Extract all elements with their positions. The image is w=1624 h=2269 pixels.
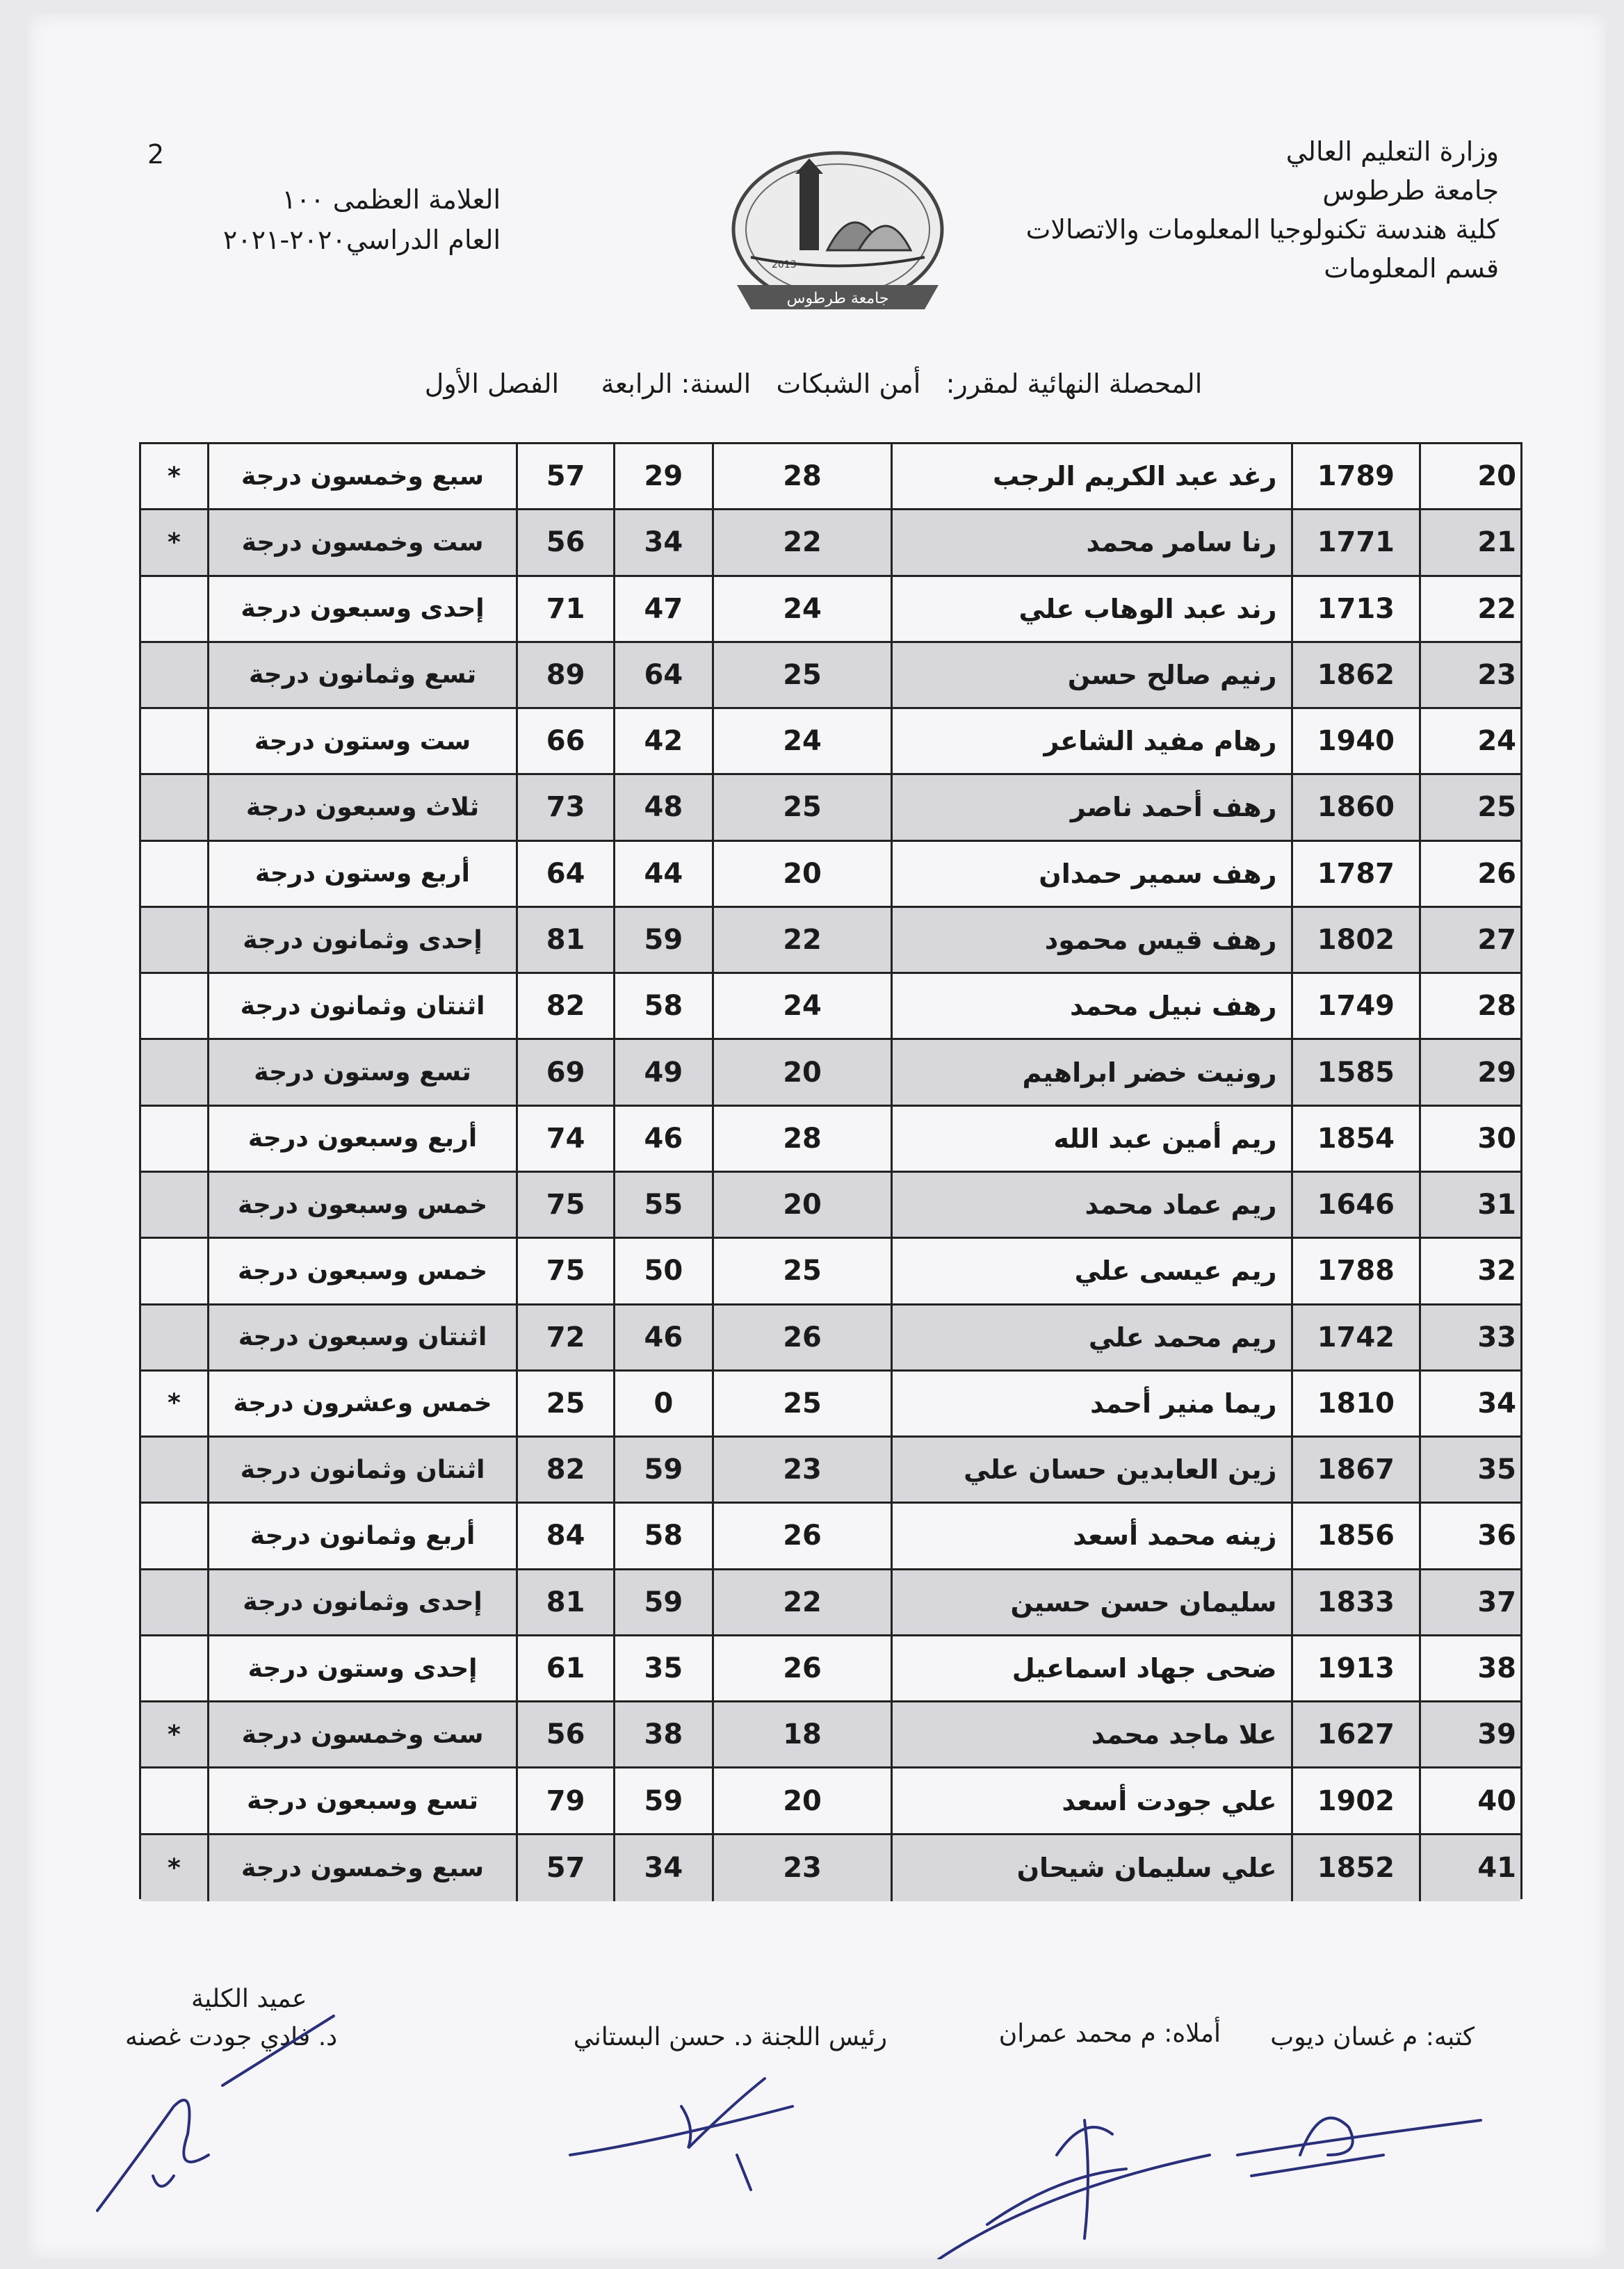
total-in-words: تسع وسبعون درجة: [207, 1768, 516, 1832]
student-name: ريم محمد علي: [891, 1306, 1290, 1369]
student-name: رونيت خضر ابراهيم: [891, 1040, 1290, 1104]
row-number: 34: [1419, 1372, 1520, 1436]
total-in-words: إحدى وسبعون درجة: [207, 577, 516, 641]
theory-mark: 59: [613, 1570, 712, 1634]
total-in-words: ست وستون درجة: [207, 709, 516, 773]
practical-mark: 26: [712, 1504, 891, 1568]
table-row: [141, 842, 1520, 908]
table-row: [141, 1438, 1520, 1504]
table-row: [141, 643, 1520, 709]
fail-marker: [141, 1504, 207, 1568]
fail-marker: [141, 1040, 207, 1104]
theory-mark: 35: [613, 1636, 712, 1700]
total-mark: 66: [516, 709, 613, 773]
header-meta: [139, 179, 501, 260]
practical-mark: 23: [712, 1438, 891, 1502]
table-row: [141, 577, 1520, 643]
table-row: [141, 1107, 1520, 1173]
table-row: [141, 974, 1520, 1040]
total-mark: 69: [516, 1040, 613, 1104]
fail-marker: [141, 709, 207, 773]
student-name: علا ماجد محمد: [891, 1702, 1290, 1766]
student-id: 1627: [1291, 1702, 1420, 1766]
document-title: [417, 368, 1210, 399]
total-mark: 75: [516, 1173, 613, 1237]
total-in-words: تسع وستون درجة: [207, 1040, 516, 1104]
student-name: زينه محمد أسعد: [891, 1504, 1290, 1568]
row-number: 29: [1419, 1040, 1520, 1104]
fail-marker: *: [168, 528, 181, 557]
student-id: 1771: [1291, 510, 1420, 574]
row-number: 30: [1419, 1107, 1520, 1171]
total-in-words: ست وخمسون درجة: [207, 1702, 516, 1766]
total-in-words: خمس وعشرون درجة: [207, 1372, 516, 1436]
theory-mark: 58: [613, 974, 712, 1038]
dictated-by: أملاه: م محمد عمران: [998, 2019, 1221, 2048]
row-number: 25: [1419, 775, 1520, 839]
fail-marker: [141, 775, 207, 839]
student-name: رغد عبد الكريم الرجب: [891, 444, 1290, 508]
fail-marker: [141, 643, 207, 707]
fail-marker: [141, 1173, 207, 1237]
student-id: 1867: [1291, 1438, 1420, 1502]
student-id: 1833: [1291, 1570, 1420, 1634]
fail-marker: [141, 1636, 207, 1700]
table-row: [141, 1040, 1520, 1106]
student-id: 1860: [1291, 775, 1420, 839]
total-in-words: إحدى وثمانون درجة: [207, 1570, 516, 1634]
row-number: 40: [1419, 1768, 1520, 1832]
row-number: 20: [1419, 444, 1520, 508]
student-id: 1810: [1291, 1372, 1420, 1436]
theory-mark: 38: [613, 1702, 712, 1766]
title-year: السنة: الرابعة: [601, 368, 752, 399]
student-id: 1802: [1291, 908, 1420, 972]
student-name: سليمان حسن حسين: [891, 1570, 1290, 1634]
row-number: 39: [1419, 1702, 1520, 1766]
student-name: رهف سمير حمدان: [891, 842, 1290, 906]
academic-year: العام الدراسي٢٠٢٠-٢٠٢١: [222, 225, 501, 255]
row-number: 37: [1419, 1570, 1520, 1634]
total-in-words: اثنتان وثمانون درجة: [207, 1438, 516, 1502]
total-mark: 74: [516, 1107, 613, 1171]
dean-name: د. فادي جودت غصنه: [125, 2023, 338, 2051]
student-name: رند عبد الوهاب علي: [891, 577, 1290, 641]
title-course: أمن الشبكات: [776, 368, 921, 399]
row-number: 27: [1419, 908, 1520, 972]
table-row: [141, 1835, 1520, 1901]
student-name: رهف أحمد ناصر: [891, 775, 1290, 839]
student-id: 1585: [1291, 1040, 1420, 1104]
theory-mark: 64: [613, 643, 712, 707]
total-mark: 61: [516, 1636, 613, 1700]
theory-mark: 55: [613, 1173, 712, 1237]
total-mark: 81: [516, 908, 613, 972]
total-mark: 57: [516, 1835, 613, 1901]
student-name: رهف نبيل محمد: [891, 974, 1290, 1038]
total-mark: 57: [516, 444, 613, 508]
student-name: رهام مفيد الشاعر: [891, 709, 1290, 773]
header-institution: [873, 132, 1499, 288]
total-mark: 64: [516, 842, 613, 906]
fail-marker: [141, 577, 207, 641]
practical-mark: 18: [712, 1702, 891, 1766]
theory-mark: 59: [613, 1768, 712, 1832]
total-in-words: سبع وخمسون درجة: [207, 1835, 516, 1901]
total-in-words: ست وخمسون درجة: [207, 510, 516, 574]
total-mark: 84: [516, 1504, 613, 1568]
total-mark: 89: [516, 643, 613, 707]
practical-mark: 25: [712, 1372, 891, 1436]
table-row: [141, 1636, 1520, 1702]
theory-mark: 59: [613, 908, 712, 972]
fail-marker: *: [168, 1720, 181, 1749]
table-row: [141, 444, 1520, 510]
student-name: ريم عماد محمد: [891, 1173, 1290, 1237]
theory-mark: 48: [613, 775, 712, 839]
logo-year: 2013: [772, 259, 797, 270]
row-number: 32: [1419, 1239, 1520, 1303]
student-id: 1646: [1291, 1173, 1420, 1237]
total-mark: 73: [516, 775, 613, 839]
student-name: رهف قيس محمود: [891, 908, 1290, 972]
total-in-words: أربع وستون درجة: [207, 842, 516, 906]
department-line: قسم المعلومات: [1324, 253, 1499, 284]
university-line: جامعة طرطوس: [1322, 175, 1499, 206]
total-in-words: سبع وخمسون درجة: [207, 444, 516, 508]
student-id: 1856: [1291, 1504, 1420, 1568]
table-row: [141, 1372, 1520, 1438]
student-id: 1854: [1291, 1107, 1420, 1171]
student-name: ريم أمين عبد الله: [891, 1107, 1290, 1171]
total-mark: 82: [516, 1438, 613, 1502]
fail-marker: [141, 1306, 207, 1369]
signature-area: [0, 1946, 1624, 2259]
dean-title: عميد الكلية: [191, 1985, 307, 2013]
practical-mark: 20: [712, 1768, 891, 1832]
table-row: [141, 1702, 1520, 1768]
student-name: ريما منير أحمد: [891, 1372, 1290, 1436]
table-row: [141, 510, 1520, 576]
total-mark: 75: [516, 1239, 613, 1303]
student-id: 1940: [1291, 709, 1420, 773]
student-id: 1902: [1291, 1768, 1420, 1832]
practical-mark: 22: [712, 510, 891, 574]
row-number: 26: [1419, 842, 1520, 906]
practical-mark: 23: [712, 1835, 891, 1901]
total-mark: 56: [516, 510, 613, 574]
total-in-words: أربع وثمانون درجة: [207, 1504, 516, 1568]
theory-mark: 29: [613, 444, 712, 508]
practical-mark: 26: [712, 1306, 891, 1369]
theory-mark: 34: [613, 1835, 712, 1901]
table-row: [141, 1306, 1520, 1372]
student-name: ضحى جهاد اسماعيل: [891, 1636, 1290, 1700]
student-name: زين العابدين حسان علي: [891, 1438, 1290, 1502]
student-id: 1913: [1291, 1636, 1420, 1700]
total-in-words: أربع وسبعون درجة: [207, 1107, 516, 1171]
student-name: علي سليمان شيحان: [891, 1835, 1290, 1901]
theory-mark: 58: [613, 1504, 712, 1568]
row-number: 38: [1419, 1636, 1520, 1700]
student-name: رنا سامر محمد: [891, 510, 1290, 574]
student-id: 1713: [1291, 577, 1420, 641]
fail-marker: *: [168, 1853, 181, 1882]
student-name: رنيم صالح حسن: [891, 643, 1290, 707]
fail-marker: [141, 1768, 207, 1832]
theory-mark: 34: [613, 510, 712, 574]
student-name: علي جودت أسعد: [891, 1768, 1290, 1832]
theory-mark: 46: [613, 1306, 712, 1369]
committee-head: رئيس اللجنة د. حسن البستاني: [573, 2023, 887, 2051]
fail-marker: [141, 1570, 207, 1634]
logo-caption: جامعة طرطوس: [786, 290, 889, 307]
student-id: 1742: [1291, 1306, 1420, 1369]
theory-mark: 46: [613, 1107, 712, 1171]
total-in-words: إحدى وستون درجة: [207, 1636, 516, 1700]
title-prefix: المحصلة النهائية لمقرر:: [945, 368, 1203, 399]
practical-mark: 22: [712, 908, 891, 972]
title-semester: الفصل الأول: [424, 368, 560, 399]
theory-mark: 59: [613, 1438, 712, 1502]
total-mark: 79: [516, 1768, 613, 1832]
row-number: 36: [1419, 1504, 1520, 1568]
table-row: [141, 1768, 1520, 1835]
total-in-words: تسع وثمانون درجة: [207, 643, 516, 707]
faculty-line: كلية هندسة تكنولوجيا المعلومات والاتصالات: [1025, 214, 1499, 245]
row-number: 23: [1419, 643, 1520, 707]
total-mark: 72: [516, 1306, 613, 1369]
total-mark: 82: [516, 974, 613, 1038]
page-number: 2: [147, 139, 165, 170]
row-number: 31: [1419, 1173, 1520, 1237]
total-mark: 81: [516, 1570, 613, 1634]
total-mark: 25: [516, 1372, 613, 1436]
total-in-words: اثنتان وسبعون درجة: [207, 1306, 516, 1369]
total-mark: 56: [516, 1702, 613, 1766]
theory-mark: 49: [613, 1040, 712, 1104]
practical-mark: 25: [712, 643, 891, 707]
practical-mark: 20: [712, 842, 891, 906]
practical-mark: 24: [712, 577, 891, 641]
table-row: [141, 1570, 1520, 1636]
fail-marker: *: [168, 1389, 181, 1418]
student-id: 1789: [1291, 444, 1420, 508]
grades-table: [139, 442, 1522, 1899]
row-number: 28: [1419, 974, 1520, 1038]
practical-mark: 20: [712, 1040, 891, 1104]
student-name: ريم عيسى علي: [891, 1239, 1290, 1303]
fail-marker: *: [168, 462, 181, 491]
fail-marker: [141, 1438, 207, 1502]
fail-marker: [141, 1239, 207, 1303]
table-row: [141, 908, 1520, 974]
fail-marker: [141, 1107, 207, 1171]
student-id: 1787: [1291, 842, 1420, 906]
student-id: 1852: [1291, 1835, 1420, 1901]
theory-mark: 50: [613, 1239, 712, 1303]
practical-mark: 28: [712, 1107, 891, 1171]
fail-marker: [141, 908, 207, 972]
table-row: [141, 1173, 1520, 1239]
theory-mark: 42: [613, 709, 712, 773]
row-number: 21: [1419, 510, 1520, 574]
row-number: 22: [1419, 577, 1520, 641]
table-row: [141, 775, 1520, 841]
practical-mark: 24: [712, 974, 891, 1038]
theory-mark: 0: [613, 1372, 712, 1436]
practical-mark: 24: [712, 709, 891, 773]
total-in-words: اثنتان وثمانون درجة: [207, 974, 516, 1038]
total-in-words: إحدى وثمانون درجة: [207, 908, 516, 972]
student-id: 1788: [1291, 1239, 1420, 1303]
theory-mark: 44: [613, 842, 712, 906]
ministry-line: وزارة التعليم العالي: [1285, 136, 1499, 167]
student-id: 1749: [1291, 974, 1420, 1038]
table-row: [141, 1239, 1520, 1305]
practical-mark: 20: [712, 1173, 891, 1237]
handwritten-signatures: [0, 1946, 1624, 2259]
total-in-words: خمس وسبعون درجة: [207, 1173, 516, 1237]
table-row: [141, 1504, 1520, 1570]
row-number: 33: [1419, 1306, 1520, 1369]
theory-mark: 47: [613, 577, 712, 641]
total-in-words: ثلاث وسبعون درجة: [207, 775, 516, 839]
fail-marker: [141, 974, 207, 1038]
fail-marker: [141, 842, 207, 906]
practical-mark: 25: [712, 775, 891, 839]
row-number: 35: [1419, 1438, 1520, 1502]
written-by: كتبه: م غسان ديوب: [1270, 2023, 1475, 2051]
practical-mark: 28: [712, 444, 891, 508]
row-number: 41: [1419, 1835, 1520, 1901]
practical-mark: 26: [712, 1636, 891, 1700]
student-id: 1862: [1291, 643, 1420, 707]
practical-mark: 22: [712, 1570, 891, 1634]
total-in-words: خمس وسبعون درجة: [207, 1239, 516, 1303]
row-number: 24: [1419, 709, 1520, 773]
university-logo: [723, 146, 952, 327]
practical-mark: 25: [712, 1239, 891, 1303]
max-mark: العلامة العظمى ١٠٠: [282, 184, 501, 215]
table-row: [141, 709, 1520, 775]
total-mark: 71: [516, 577, 613, 641]
